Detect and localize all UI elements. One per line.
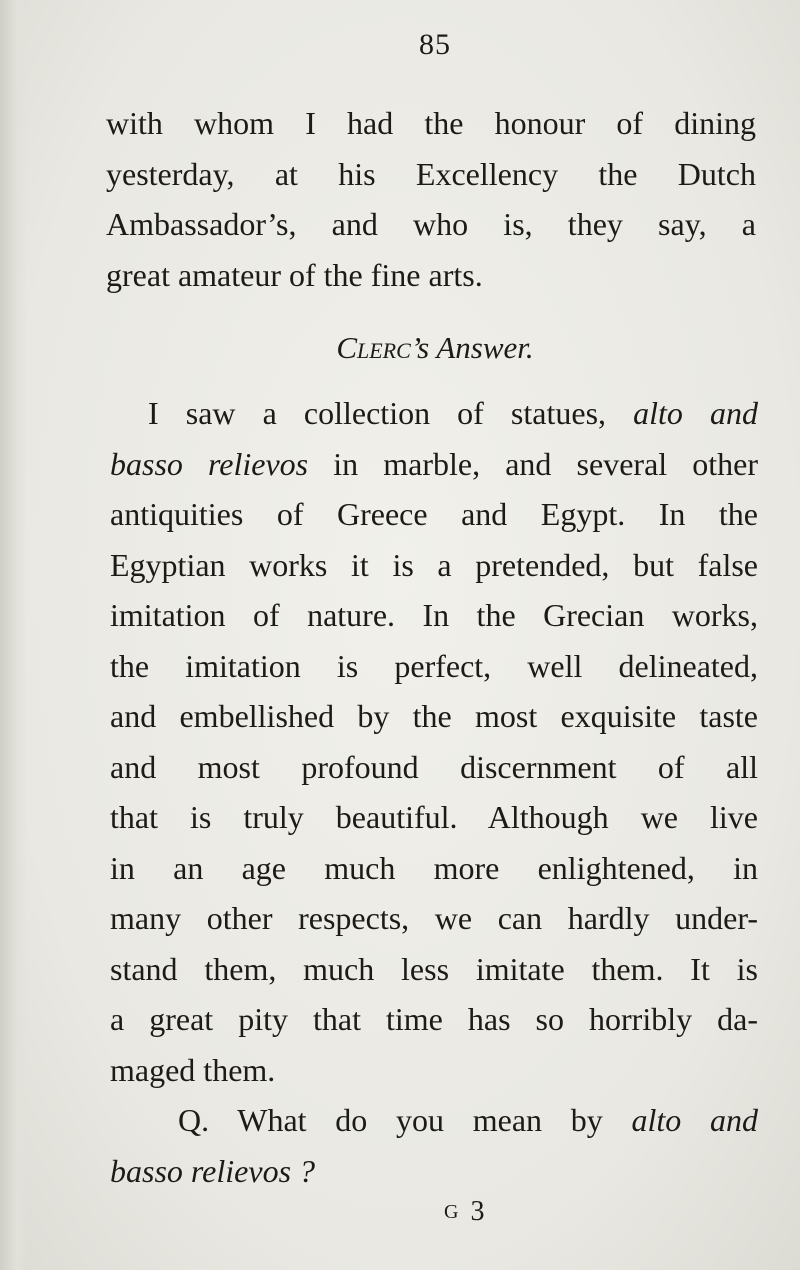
text-line: imitation of nature. In the Grecian works, xyxy=(110,597,758,633)
italic-run: alto and xyxy=(631,1102,759,1138)
text-line: many other respects, we can hardly under- xyxy=(110,900,758,936)
text-line xyxy=(110,388,758,439)
heading-rest: ’s Answer. xyxy=(410,330,534,365)
signature-number: 3 xyxy=(470,1196,487,1227)
text-line: with whom I had the honour of dining xyxy=(106,105,756,141)
text-line: that is truly beautiful. Although we live xyxy=(110,799,758,835)
text-line: Egyptian works it is a pretended, but false xyxy=(110,546,758,583)
page-number: 85 xyxy=(419,28,451,61)
heading-name: Clerc xyxy=(336,330,411,365)
text-line: great amateur of the fine arts. xyxy=(106,256,483,293)
question-line: basso relievos ? xyxy=(110,1152,316,1189)
text-line: maged them. xyxy=(110,1051,276,1088)
text-run: Q. What do you mean by xyxy=(178,1102,603,1138)
text-line: stand them, much less imitate them. It is xyxy=(110,950,758,987)
italic-run: basso relievos xyxy=(110,445,309,482)
text-line: yesterday, at his Excellency the Dutch xyxy=(106,155,756,192)
answer-paragraph xyxy=(110,388,758,1196)
text-run: I saw a collection of statues, xyxy=(148,395,607,431)
text-run: in marble, and several other xyxy=(333,445,759,482)
top-paragraph xyxy=(106,98,756,300)
gutter-shadow xyxy=(0,0,28,1270)
text-line: a great pity that time has so horribly da- xyxy=(110,1001,758,1037)
signature-mark xyxy=(444,1196,486,1228)
section-heading xyxy=(0,330,800,366)
italic-run: alto and xyxy=(633,395,759,431)
text-line: antiquities of Greece and Egypt. In the xyxy=(110,496,758,532)
question-line xyxy=(110,1095,758,1146)
text-line: in an age much more enlightened, in xyxy=(110,849,758,886)
signature-letter: G xyxy=(444,1201,462,1223)
text-line: the imitation is perfect, well delineated, xyxy=(110,647,758,684)
text-line: and embellished by the most exquisite taste xyxy=(110,698,758,734)
text-line: and most profound discernment of all xyxy=(110,748,758,785)
text-line xyxy=(110,439,758,490)
text-line: Ambassador’s, and who is, they say, a xyxy=(106,206,756,242)
